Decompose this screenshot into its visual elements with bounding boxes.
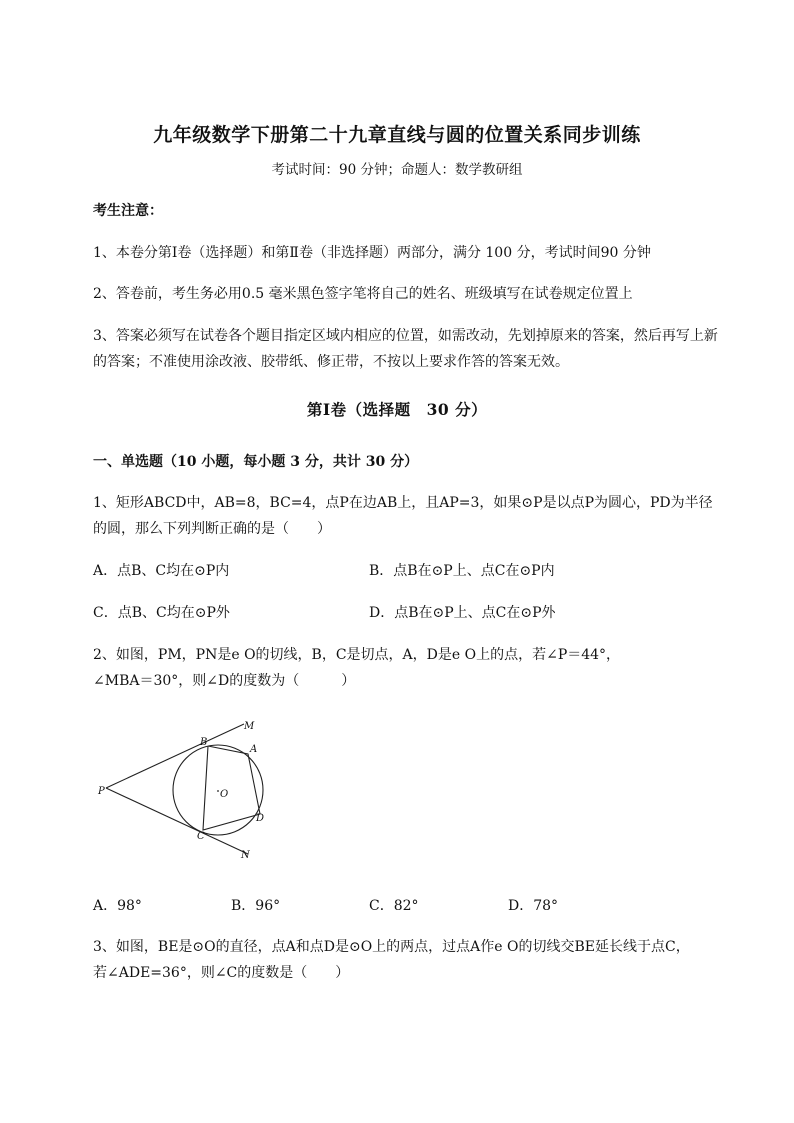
label-b: B [200,737,208,748]
label-d: D [256,813,265,824]
circle-o [173,745,263,835]
label-o: O [220,789,229,800]
label-a: A [250,744,258,755]
question-2-option-c: C．82° [369,898,419,914]
label-n: N [241,850,250,861]
notice-item-2: 2、答卷前，考生务必用0.5 毫米黑色签字笔将自己的姓名、班级填写在试卷规定位置上 [93,286,633,302]
question-2-line-2: ∠MBA＝30°，则∠D的度数为（ ） [93,673,356,689]
label-m: M [244,721,255,732]
question-2-option-d: D．78° [508,898,559,914]
question-1-option-c: C．点B、C均在⊙P外 [93,605,230,621]
question-2-option-a: A．98° [93,898,142,914]
part-heading: 一、单选题（10 小题，每小题 3 分，共计 30 分） [93,454,419,470]
page-title: 九年级数学下册第二十九章直线与圆的位置关系同步训练 [153,124,641,146]
label-p: P [98,786,105,797]
label-c: C [197,831,205,842]
section-title: 第Ⅰ卷（选择题 30 分） [306,400,488,419]
question-1-option-a: A．点B、C均在⊙P内 [93,563,230,579]
question-1-option-d: D．点B在⊙P上、点C在⊙P外 [369,605,556,621]
notice-item-3: 3、答案必须写在试卷各个题目指定区域内相应的位置，如需改动，先划掉原来的答案，然后再写上新 [93,328,718,344]
exam-info: 考试时间：90 分钟；命题人：数学教研组 [271,162,523,178]
question-2-option-b: B．96° [231,898,281,914]
question-1-line-1: 1、矩形ABCD中，AB=8，BC=4，点P在边AB上，且AP=3，如果⊙P是以点P为圆心，PD为半径 [93,495,713,511]
question-2-line-1: 2、如图，PM，PN是e O的切线，B，C是切点，A，D是e O上的点，若∠P＝44°， [93,647,621,663]
center-point [217,790,219,792]
question-3-line-1: 3、如图，BE是⊙O的直径，点A和点D是⊙O上的两点，过点A作e O的切线交BE延长线于点C， [93,939,690,955]
question-2-figure [92,712,282,867]
notice-item-3-cont: 的答案；不准使用涂改液、胶带纸、修正带，不按以上要求作答的答案无效。 [93,354,569,370]
question-1-option-b: B．点B在⊙P上、点C在⊙P内 [369,563,555,579]
notice-item-1: 1、本卷分第Ⅰ卷（选择题）和第Ⅱ卷（非选择题）两部分，满分 100 分，考试时间90 分钟 [93,245,651,261]
question-1-line-2: 的圆，那么下列判断正确的是（ ） [93,521,331,537]
notice-heading: 考生注意： [93,203,163,219]
quadrilateral-badc [203,746,260,830]
question-3-line-2: 若∠ADE=36°，则∠C的度数是（ ） [93,965,350,981]
tangent-circle-diagram [92,712,282,867]
